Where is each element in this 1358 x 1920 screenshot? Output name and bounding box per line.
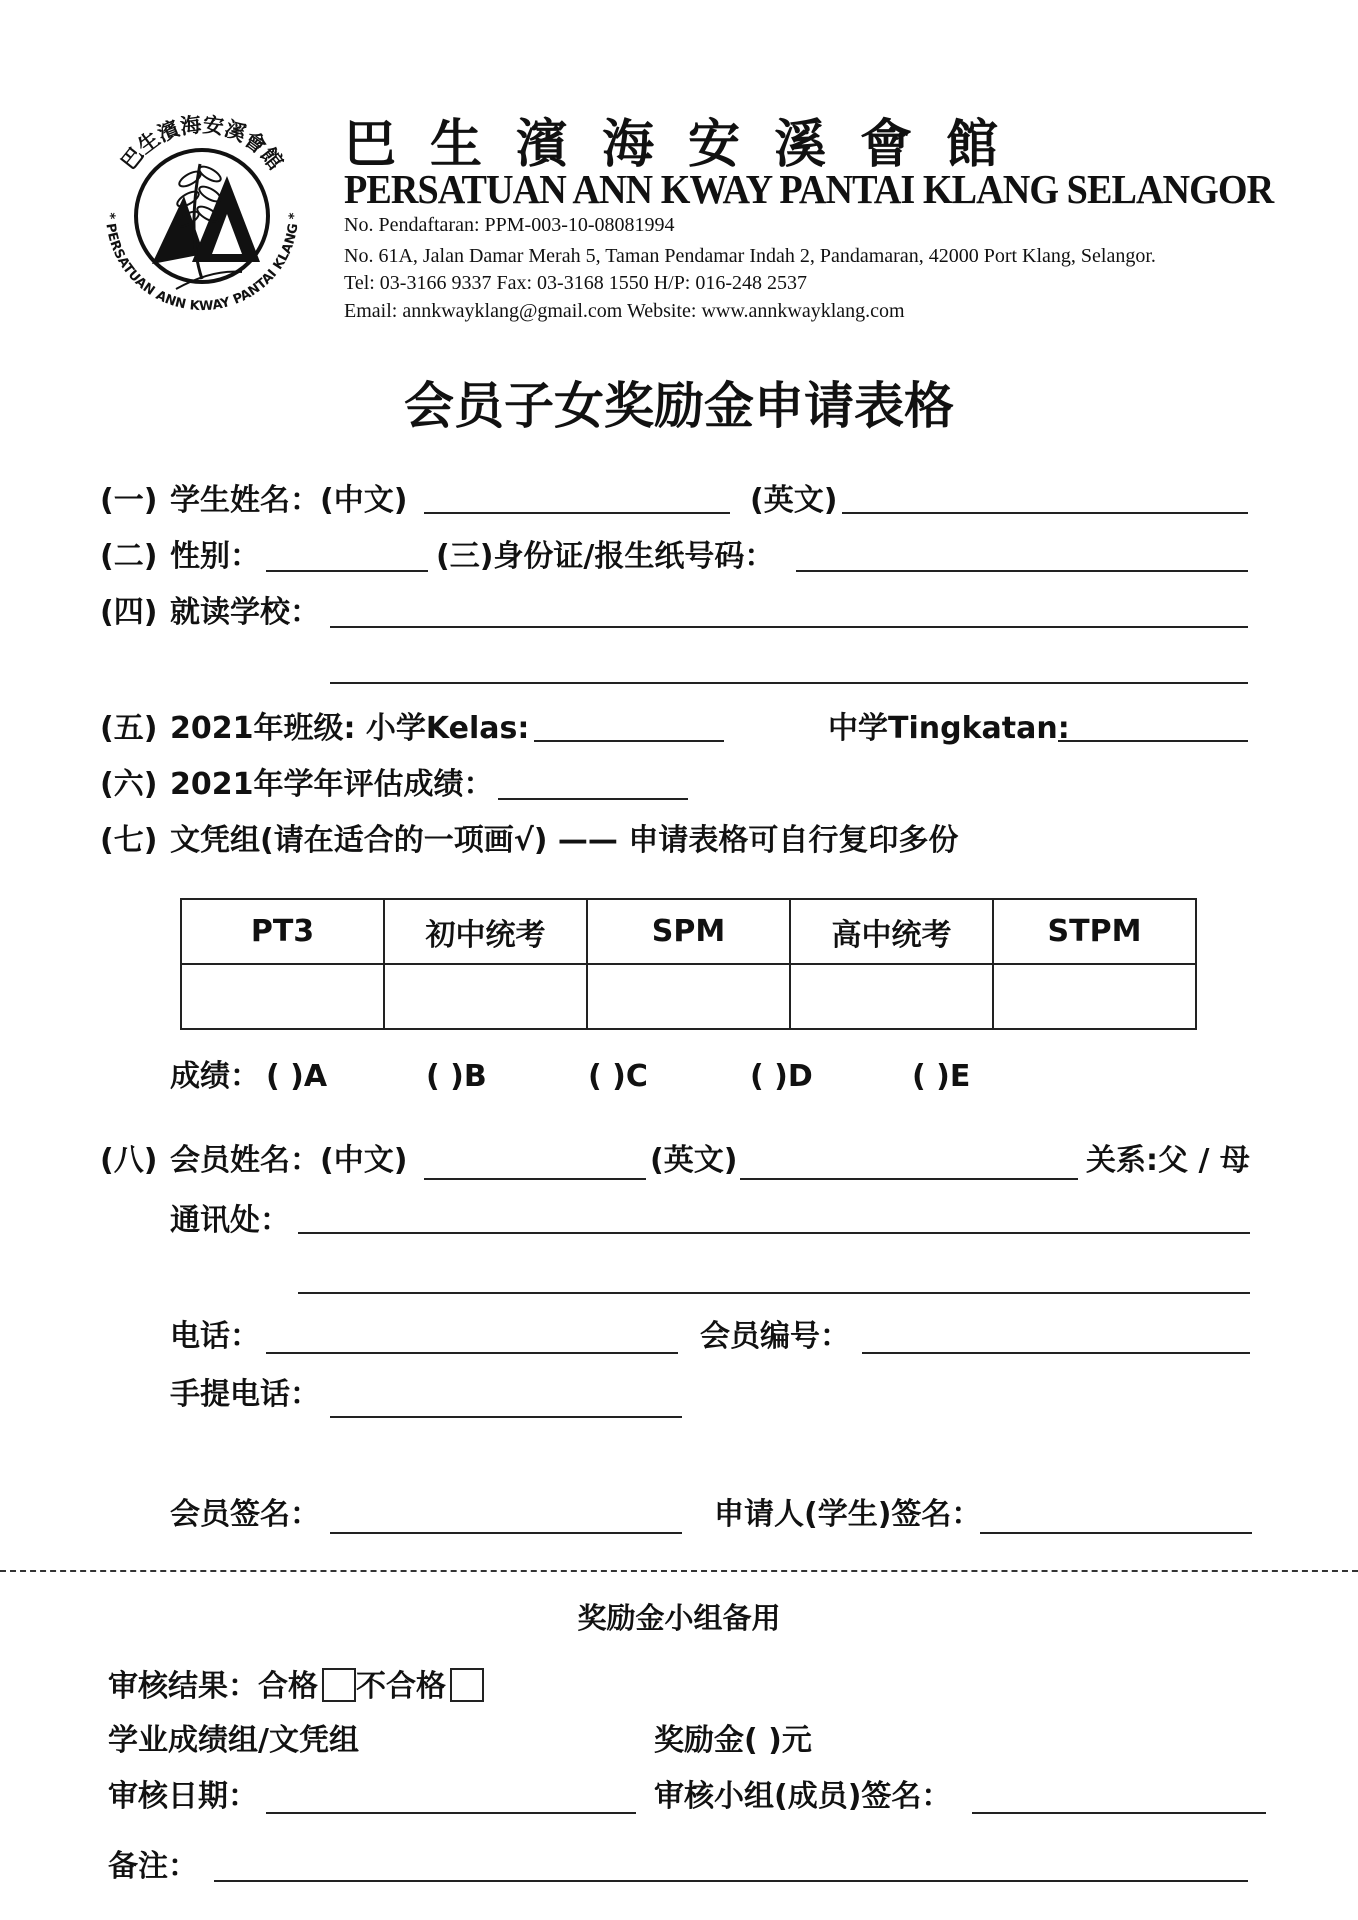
exam-header-stpm: STPM [993,899,1196,964]
q1-student-name-en-label: (英文) [750,483,838,518]
q7-number: (七) [100,823,158,858]
gender-field[interactable] [266,570,428,572]
student-name-cn-field[interactable] [424,512,730,514]
exam-header-uec-junior: 初中统考 [384,899,587,964]
mobile-label: 手提电话： [170,1377,320,1412]
member-name-en-field[interactable] [740,1178,1078,1180]
secondary-form-field[interactable] [1058,740,1248,742]
exam-check-uec-senior[interactable] [790,964,993,1029]
review-result-text: 审核结果： [108,1669,258,1704]
association-logo [92,104,312,324]
member-signature-field[interactable] [330,1532,682,1534]
q8-member-name-cn-label: 会员姓名：(中文) [170,1143,408,1178]
q5-secondary-label: 中学Tingkatan: [828,711,1070,746]
address-label: 通讯处： [170,1203,290,1238]
group-label: 学业成绩组/文凭组 [108,1723,359,1758]
pass-checkbox[interactable] [322,1668,356,1702]
svg-text:* PERSATUAN ANN KWAY PANTAI KL [102,212,302,314]
exam-check-uec-junior[interactable] [384,964,587,1029]
grade-e-field[interactable]: ( )E [912,1059,971,1094]
committee-signature-label: 审核小组(成员)签名： [654,1779,952,1814]
logo-malay-text: * PERSATUAN ANN KWAY PANTAI KLANG * [101,212,303,315]
award-amount-field[interactable]: 奖励金( )元 [654,1723,812,1758]
primary-class-field[interactable] [534,740,724,742]
address-field-line-1[interactable] [298,1232,1250,1234]
q8-relation-label: 关系:父 / 母 [1086,1143,1250,1178]
member-name-cn-field[interactable] [424,1178,646,1180]
q2-number: (二) [100,539,158,574]
committee-signature-field[interactable] [972,1812,1266,1814]
exam-check-pt3[interactable] [181,964,384,1029]
exam-check-stpm[interactable] [993,964,1196,1029]
ic-number-field[interactable] [796,570,1248,572]
assessment-result-field[interactable] [498,798,688,800]
student-name-en-field[interactable] [842,512,1248,514]
member-number-label: 会员编号： [700,1319,850,1354]
exam-table [180,898,1197,1030]
grade-b-field[interactable]: ( )B [426,1059,487,1094]
grade-d-field[interactable]: ( )D [750,1059,813,1094]
svg-text:巴生濱海安溪會館 [116,111,289,174]
fail-label: 不合格 [356,1669,446,1704]
logo-chinese-text: 巴生濱海安溪會館 [115,111,289,175]
q4-number: (四) [100,595,158,630]
remarks-label: 备注： [108,1849,198,1884]
applicant-signature-field[interactable] [980,1532,1252,1534]
q2-gender-label: 性别： [170,539,260,574]
exam-header-uec-senior: 高中统考 [790,899,993,964]
office-use-title: 奖励金小组备用 [577,1601,781,1635]
member-number-field[interactable] [862,1352,1250,1354]
school-field-line-2[interactable] [330,682,1248,684]
remarks-field[interactable] [214,1880,1248,1882]
association-name-english: PERSATUAN ANN KWAY PANTAI KLANG SELANGOR [344,166,1274,212]
q5-class-label: 2021年班级: 小学Kelas: [170,711,530,746]
member-signature-label: 会员签名： [170,1497,320,1532]
exam-header-pt3: PT3 [181,899,384,964]
review-result-label [108,1668,484,1702]
grades-label: 成绩： [170,1059,260,1094]
applicant-signature-label: 申请人(学生)签名： [714,1497,982,1532]
q4-school-label: 就读学校： [170,595,320,630]
q8-number: (八) [100,1143,158,1178]
address-line: No. 61A, Jalan Damar Merah 5, Taman Pendamar Indah 2, Pandamaran, 42000 Port Klang, Selangor. [344,245,1156,267]
grade-c-field[interactable]: ( )C [588,1059,648,1094]
exam-header-spm: SPM [587,899,790,964]
form-title: 会员子女奖励金申请表格 [404,377,954,435]
cut-line [0,1570,1358,1572]
q5-number: (五) [100,711,158,746]
q6-number: (六) [100,767,158,802]
contact-line: Tel: 03-3166 9337 Fax: 03-3168 1550 H/P: 016-248 2537 [344,272,808,294]
mobile-field[interactable] [330,1416,682,1418]
phone-label: 电话： [170,1319,260,1354]
registration-number: No. Pendaftaran: PPM-003-10-08081994 [344,214,675,236]
phone-field[interactable] [266,1352,678,1354]
email-website-line: Email: annkwayklang@gmail.com Website: www.annkwayklang.com [344,300,905,322]
q3-ic-label: (三)身份证/报生纸号码： [436,539,775,574]
exam-check-spm[interactable] [587,964,790,1029]
review-date-field[interactable] [266,1812,636,1814]
q1-number: (一) [100,483,158,518]
review-date-label: 审核日期： [108,1779,258,1814]
association-name-chinese: 巴生濱海安溪會館 [344,114,1033,175]
address-field-line-2[interactable] [298,1292,1250,1294]
q7-diploma-label: 文凭组(请在适合的一项画√) —— 申请表格可自行复印多份 [170,823,959,858]
fail-checkbox[interactable] [450,1668,484,1702]
q8-member-name-en-label: (英文) [650,1143,738,1178]
q6-results-label: 2021年学年评估成绩： [170,767,494,802]
pass-label: 合格 [258,1669,318,1704]
school-field-line-1[interactable] [330,626,1248,628]
grade-a-field[interactable]: ( )A [266,1059,328,1094]
q1-student-name-cn-label: 学生姓名：(中文) [170,483,408,518]
